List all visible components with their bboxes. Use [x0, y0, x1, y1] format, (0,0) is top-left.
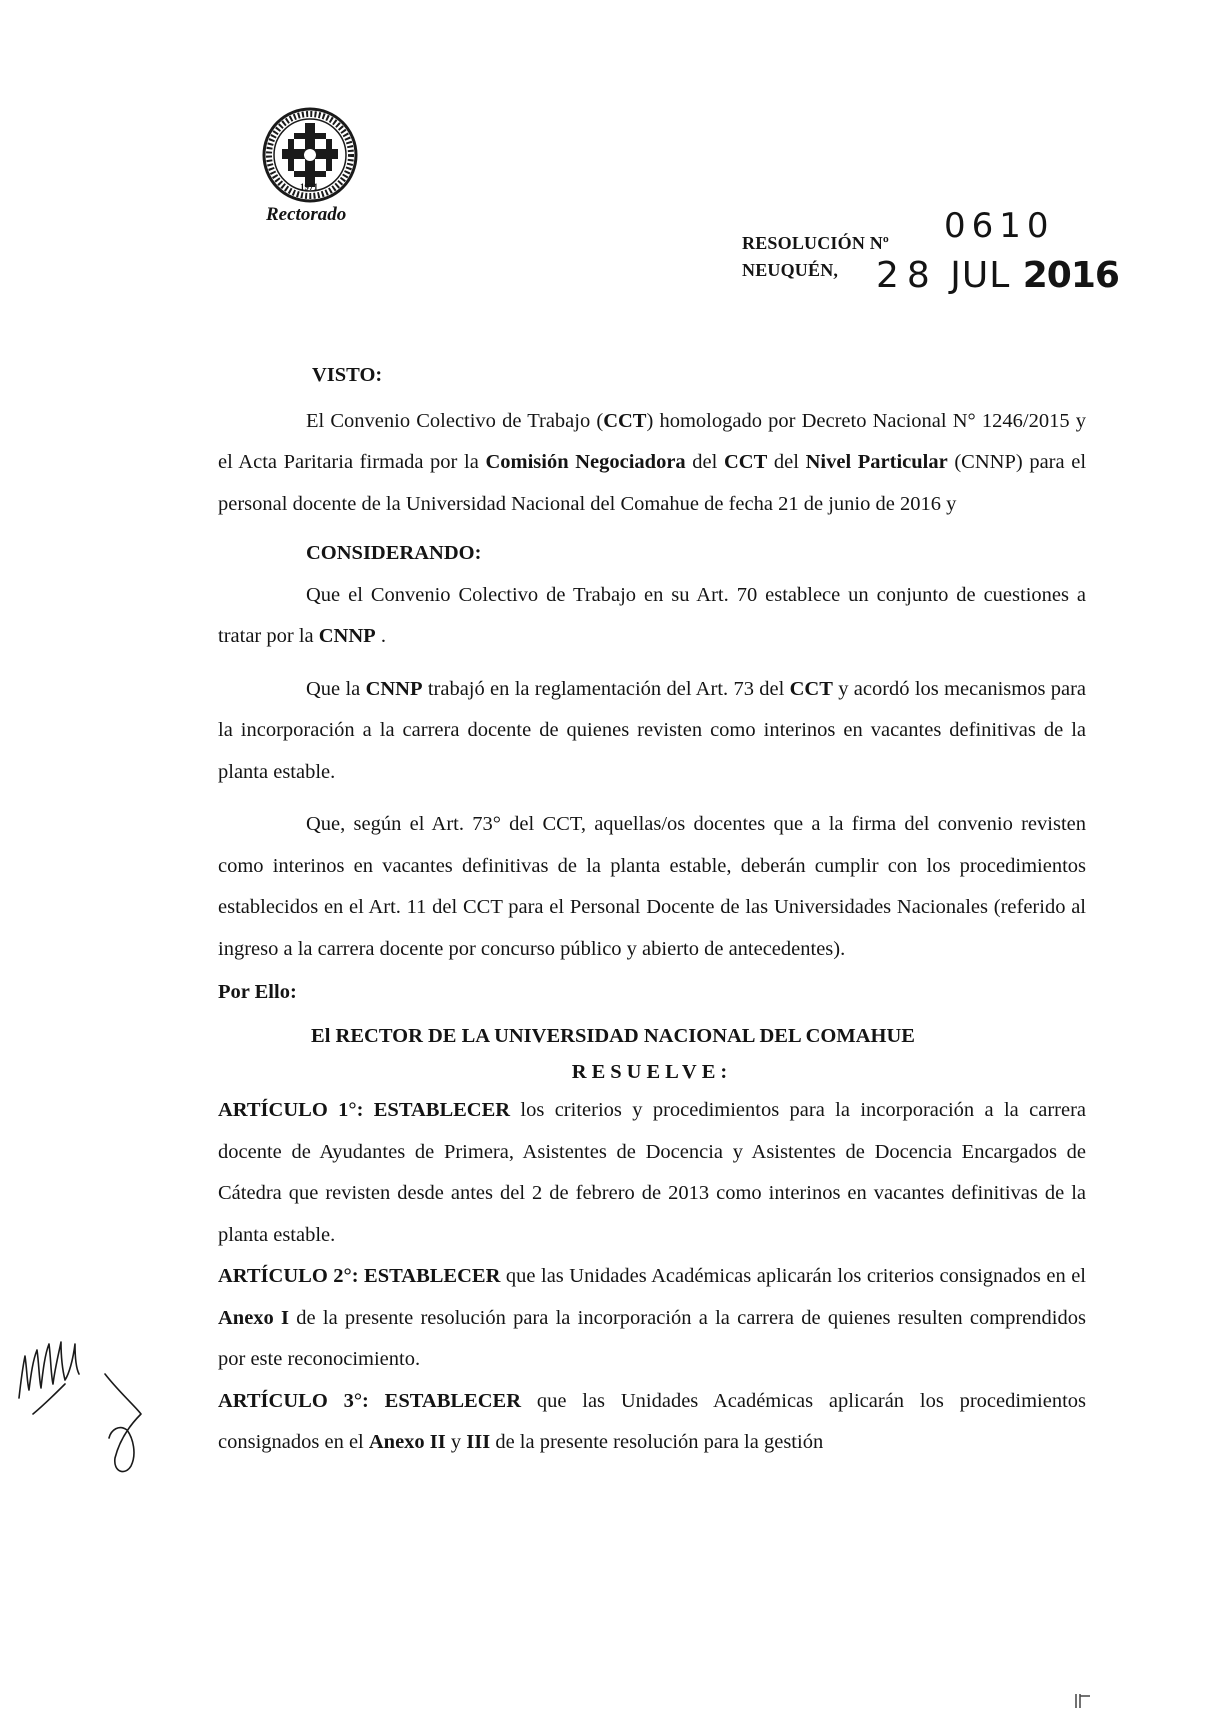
city-label: NEUQUÉN, [742, 260, 839, 280]
page-corner-mark-icon [1074, 1694, 1098, 1708]
article-3: ARTÍCULO 3°: ESTABLECER que las Unidades Académicas aplicarán los procedimientos consignados en el Anexo II y III de la presente resolución para la gestión [218, 1389, 1086, 1453]
rector-line: El RECTOR DE LA UNIVERSIDAD NACIONAL DEL COMAHUE [311, 1024, 915, 1047]
resolution-label: RESOLUCIÓN Nº [742, 233, 890, 253]
resolution-number: 0610 [944, 206, 1055, 246]
visto-paragraph: El Convenio Colectivo de Trabajo (CCT) homologado por Decreto Nacional N° 1246/2015 y el Acta Paritaria firmada por la Comisión Negociadora del CCT del Nivel Particular (CNNP) para el personal docente de la Universidad Nacional del Comahue de fecha 21 de junio de 2016 y [218, 409, 1087, 515]
date-stamp [876, 255, 1119, 296]
considerando-paragraph-1: Que el Convenio Colectivo de Trabajo en su Art. 70 establece un conjunto de cuestiones a tratar por la CNNP . [218, 583, 1086, 647]
date-day: 28 [876, 255, 938, 296]
handwritten-signature-icon [15, 1330, 155, 1500]
considerando-paragraph-2: Que la CNNP trabajó en la reglamentación del Art. 73 del CCT y acordó los mecanismos para la incorporación a la carrera docente de quienes revisten como interinos en vacantes definitivas de la planta estable. [218, 677, 1087, 783]
resuelve-heading: RESUELVE: [571, 1061, 733, 1083]
considerando-paragraph-3: Que, según el Art. 73° del CCT, aquellas/os docentes que a la firma del convenio revisten como interinos en vacantes definitivas de la planta estable, deberán cumplir con los procedimientos establecidos en el Art. 11 del CCT para el Personal Docente de las Universidades Nacionales (referido al ingreso a la carrera docente por concurso público y abierto de antecedentes). [218, 813, 1086, 960]
seal-year: 1971 [300, 182, 318, 192]
article-1: ARTÍCULO 1°: ESTABLECER los criterios y procedimientos para la incorporación a la carrera docente de Ayudantes de Primera, Asistentes de Docencia y Asistentes de Docencia Encargados de Cátedra que revisten desde antes del 2 de febrero de 2013 como interinos en vacantes definitivas de la planta estable. [218, 1099, 1086, 1246]
document-body [218, 355, 1086, 1464]
date-year: 2016 [1022, 255, 1119, 296]
office-name: Rectorado [266, 204, 347, 225]
date-month: JUL [950, 255, 1011, 296]
considerando-heading: CONSIDERANDO: [306, 542, 482, 564]
por-ello-heading: Por Ello: [218, 981, 297, 1003]
article-2: ARTÍCULO 2°: ESTABLECER que las Unidades Académicas aplicarán los criterios consignados en el Anexo I de la presente resolución para la incorporación a la carrera de quienes resulten comprendidos por este reconocimiento. [218, 1265, 1086, 1370]
visto-heading: VISTO: [312, 364, 383, 386]
